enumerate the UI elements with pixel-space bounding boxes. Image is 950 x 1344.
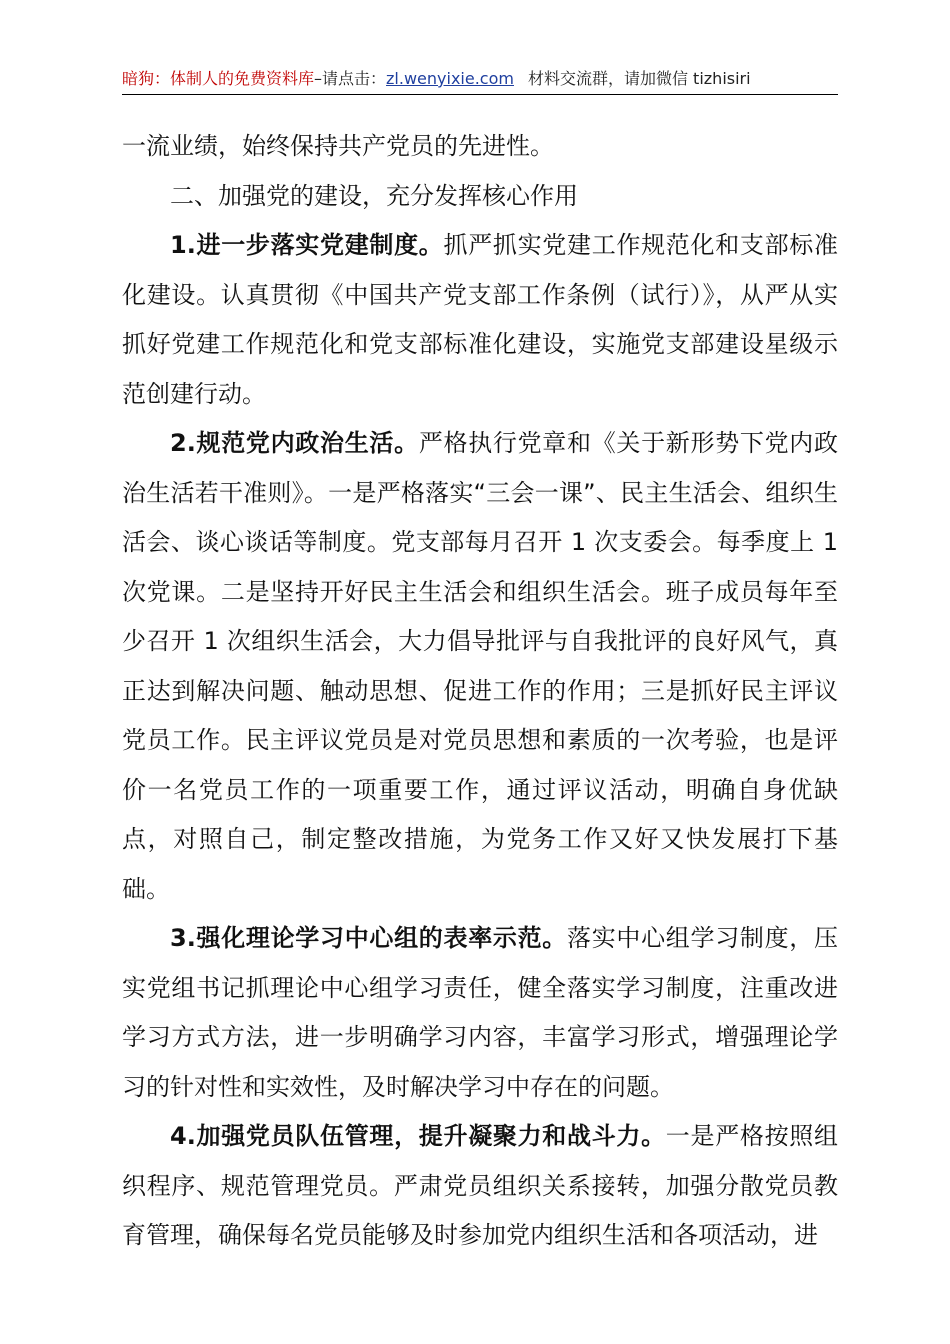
- item-heading: 1.进一步落实党建制度。: [170, 231, 444, 259]
- item-text: 一是严格按照组织程序、规范管理党员。严肃党员组织关系接转，加强分散党员教育管理，确保每名党员能够及时参加党内组织生活和各项活动，进: [122, 1122, 838, 1249]
- section-heading: [122, 172, 838, 222]
- page-header: [122, 66, 838, 92]
- item-text: 严格执行党章和《关于新形势下党内政治生活若干准则》。一是严格落实“三会一课”、民主生活会、组织生活会、谈心谈话等制度。党支部每月召开 1 次支委会。每季度上 1 次党课。二是坚持开好民主生活会和组织生活会。班子成员每年至少召开 1 次组织生活会，大力倡导批评与自我批评的良好风气，真正达到解决问题、触动思想、促进工作的作用；三是抓好民主评议党员工作。民主评议党员是对党员思想和素质的一次考验，也是评价一名党员工作的一项重要工作，通过评议活动，明确自身优缺点，对照自己，制定整改措施，为党务工作又好又快发展打下基础。: [122, 429, 838, 903]
- item-heading: 2.规范党内政治生活。: [170, 429, 419, 457]
- header-link[interactable]: zl.wenyixie.com: [386, 69, 514, 88]
- header-prompt: –请点击：: [314, 69, 387, 88]
- item-text: 落实中心组学习制度，压实党组书记抓理论中心组学习责任，健全落实学习制度，注重改进学习方式方法，进一步明确学习内容，丰富学习形式，增强理论学习的针对性和实效性，及时解决学习中存在的问题。: [122, 924, 838, 1101]
- paragraph-item-2: [122, 419, 838, 914]
- header-contact: 材料交流群，请加微信 tizhisiri: [527, 69, 751, 88]
- header-brand: 暗狗：体制人的免费资料库: [122, 69, 315, 88]
- item-text: 抓严抓实党建工作规范化和支部标准化建设。认真贯彻《中国共产党支部工作条例（试行）》，从严从实抓好党建工作规范化和党支部标准化建设，实施党支部建设星级示范创建行动。: [122, 231, 838, 408]
- paragraph-item-3: [122, 914, 838, 1112]
- document-body: [122, 122, 838, 1261]
- section-heading-text: 二、加强党的建设，充分发挥核心作用: [170, 181, 578, 210]
- header-divider: [122, 94, 838, 95]
- paragraph-continuation: [122, 122, 838, 172]
- paragraph-text: 一流业绩，始终保持共产党员的先进性。: [122, 132, 554, 160]
- item-heading: 4.加强党员队伍管理，提升凝聚力和战斗力。: [170, 1122, 666, 1150]
- paragraph-item-4: [122, 1112, 838, 1261]
- paragraph-item-1: [122, 221, 838, 419]
- item-heading: 3.强化理论学习中心组的表率示范。: [170, 924, 567, 952]
